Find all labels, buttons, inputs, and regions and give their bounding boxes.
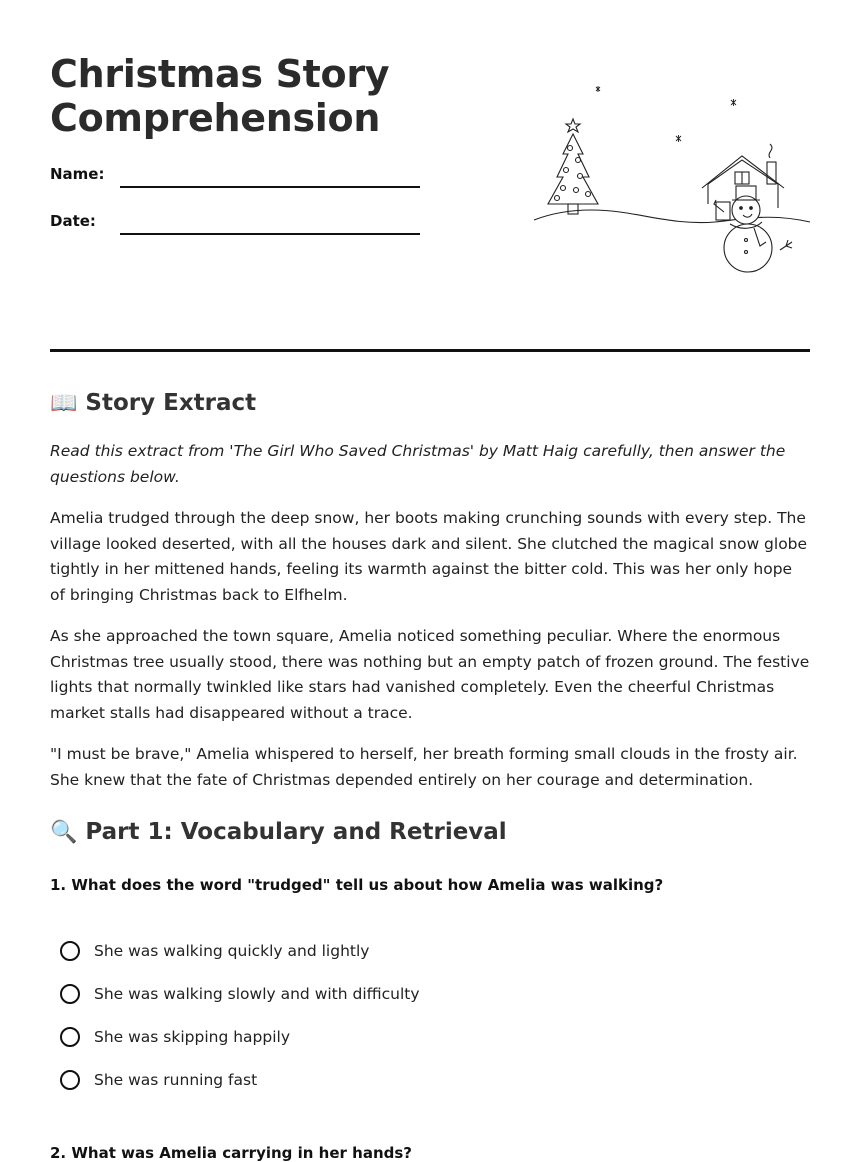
page-title bbox=[50, 52, 389, 140]
answer-option-label: She was walking slowly and with difficulty bbox=[94, 985, 420, 1003]
header-divider bbox=[50, 349, 810, 352]
radio-button[interactable] bbox=[60, 1070, 80, 1090]
answer-option-1[interactable] bbox=[60, 941, 369, 961]
answer-option-2[interactable] bbox=[60, 984, 420, 1004]
story-extract-heading-label: Story Extract bbox=[85, 390, 257, 416]
story-paragraph-2: As she approached the town square, Amelia noticed something peculiar. Where the enormous Christmas tree usually stood, there was nothing but an empty patch of frozen ground. The festive lights that normally twinkled like stars had vanished completely. Even the cheerful Christmas market stalls had disappeared without a trace. bbox=[50, 627, 810, 722]
christmas-tree-icon bbox=[548, 119, 598, 214]
story-extract-heading bbox=[50, 390, 256, 416]
christmas-scene-icon bbox=[530, 82, 815, 281]
radio-button[interactable] bbox=[60, 1027, 80, 1047]
snowman-icon bbox=[714, 186, 792, 272]
date-label: Date: bbox=[50, 212, 96, 230]
radio-button[interactable] bbox=[60, 984, 80, 1004]
question-2: 2. What was Amelia carrying in her hands? bbox=[50, 1144, 412, 1162]
answer-option-label: She was running fast bbox=[94, 1071, 258, 1089]
name-field[interactable] bbox=[120, 186, 420, 188]
part1-heading-label: Part 1: Vocabulary and Retrieval bbox=[85, 819, 507, 845]
instructions-text: Read this extract from 'The Girl Who Saved Christmas' by Matt Haig carefully, then answer the questions below. bbox=[50, 442, 786, 486]
title-line-2: Comprehension bbox=[50, 96, 381, 140]
answer-option-3[interactable] bbox=[60, 1027, 290, 1047]
open-book-icon: 📖 bbox=[50, 390, 78, 416]
date-field[interactable] bbox=[120, 233, 420, 235]
story-paragraph-1: Amelia trudged through the deep snow, her boots making crunching sounds with every step. The village looked deserted, with all the houses dark and silent. She clutched the magical snow globe tightly in her mittened hands, feeling its warmth against the bitter cold. This was her only hope of bringing Christmas back to Elfhelm. bbox=[50, 509, 808, 604]
magnifying-glass-icon: 🔍 bbox=[50, 819, 78, 845]
answer-option-4[interactable] bbox=[60, 1070, 257, 1090]
question-1: 1. What does the word "trudged" tell us about how Amelia was walking? bbox=[50, 876, 664, 894]
part1-heading bbox=[50, 819, 507, 845]
radio-button[interactable] bbox=[60, 941, 80, 961]
answer-option-label: She was walking quickly and lightly bbox=[94, 942, 370, 960]
story-paragraph-3: "I must be brave," Amelia whispered to herself, her breath forming small clouds in the frosty air. She knew that the fate of Christmas depended entirely on her courage and determination. bbox=[50, 745, 798, 789]
answer-option-label: She was skipping happily bbox=[94, 1028, 291, 1046]
name-label: Name: bbox=[50, 165, 105, 183]
title-line-1: Christmas Story bbox=[50, 52, 390, 96]
